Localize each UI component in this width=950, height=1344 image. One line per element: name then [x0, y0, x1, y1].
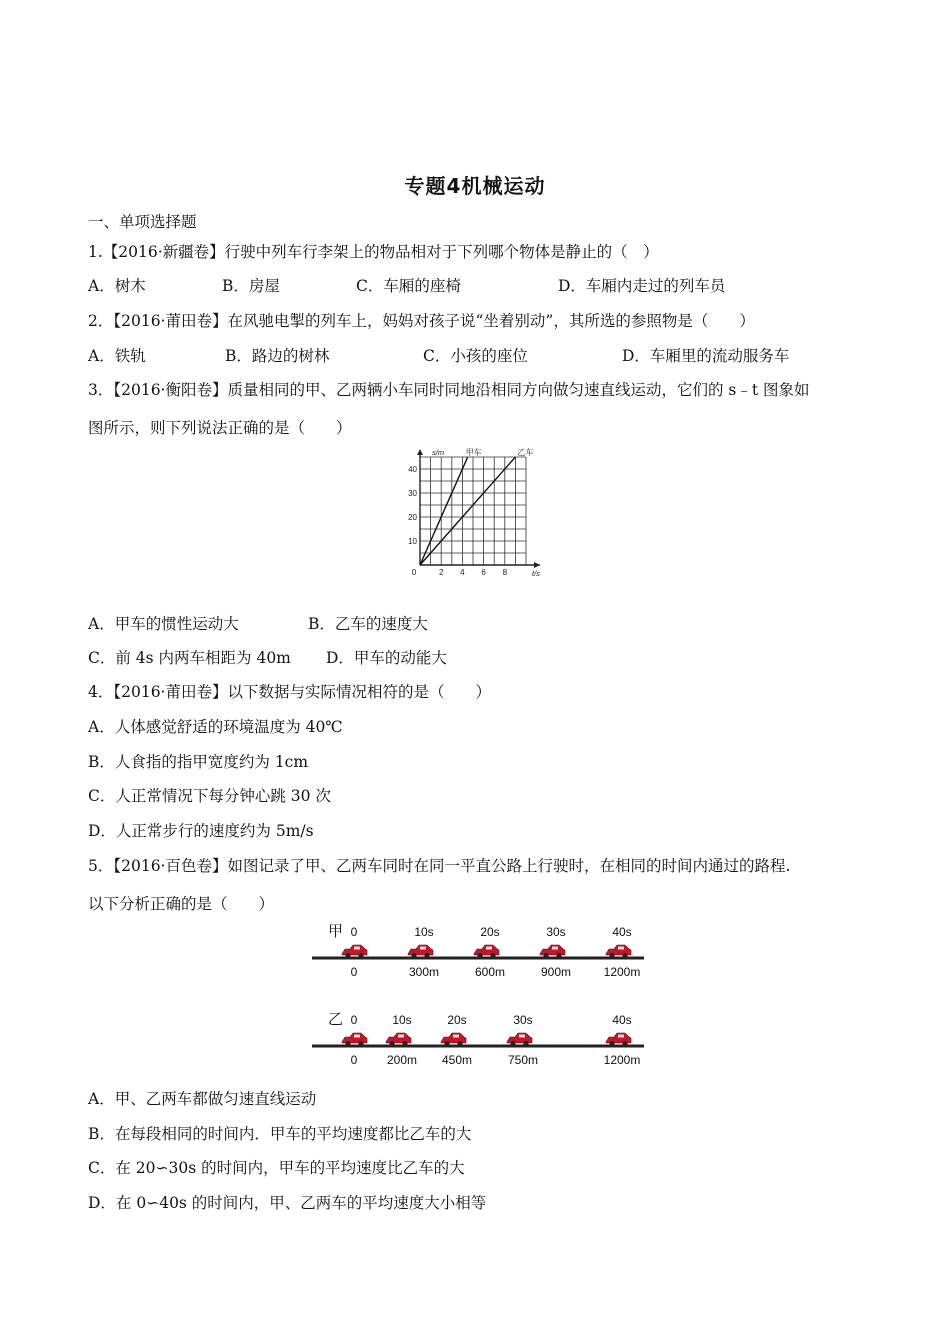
q1-option-c[interactable]: C．车厢的座椅 — [356, 277, 461, 295]
q1-option-a[interactable]: A．树木 — [88, 277, 146, 295]
yi-time-label: 10s — [392, 1013, 412, 1027]
x-tick-label: 4 — [460, 568, 465, 577]
car-window — [552, 947, 558, 950]
q3-option-c[interactable]: C．前 4s 内两车相距为 40m — [88, 649, 291, 667]
q2-option-c[interactable]: C．小孩的座位 — [423, 347, 528, 365]
yi-distance-label: 200m — [386, 1053, 418, 1067]
jia-distance-label: 600m — [474, 965, 506, 979]
x-tick-label: 0 — [411, 568, 417, 577]
car-wheel — [556, 953, 561, 958]
car-icon — [606, 945, 631, 958]
series-line-yi — [420, 457, 515, 565]
jia-distance-label: 0 — [350, 965, 358, 979]
q1-option-d[interactable]: D．车厢内走过的列车员 — [558, 277, 726, 295]
car-window — [398, 1035, 404, 1038]
x-axis-label: t/s — [532, 569, 540, 578]
car-icon — [474, 945, 499, 958]
x-axis-arrow — [534, 562, 540, 568]
y-axis-label: s/m — [432, 448, 445, 457]
legend-jia: 甲车 — [465, 448, 482, 457]
y-tick-label: 40 — [408, 465, 417, 474]
section-heading: 一、单项选择题 — [88, 213, 197, 231]
car-window — [618, 947, 624, 950]
yi-time-label: 40s — [612, 1013, 632, 1027]
q4-option-a[interactable]: A．人体感觉舒适的环境温度为 40℃ — [88, 718, 343, 736]
car-wheel — [622, 1041, 627, 1046]
q3-option-a[interactable]: A．甲车的惯性运动大 — [88, 615, 239, 633]
yi-time-label: 0 — [350, 1013, 358, 1027]
car-wheel — [609, 953, 614, 958]
car-wheel — [444, 1041, 449, 1046]
car-wheel — [345, 953, 350, 958]
car-window — [420, 947, 426, 950]
jia-distance-label: 300m — [408, 965, 440, 979]
car-wheel — [389, 1041, 394, 1046]
q4-option-c[interactable]: C．人正常情况下每分钟心跳 30 次 — [88, 787, 331, 805]
car-icon — [386, 1033, 411, 1046]
q5-option-d[interactable]: D．在 0∽40s 的时间内，甲、乙两车的平均速度大小相等 — [88, 1194, 487, 1212]
y-tick-label: 10 — [408, 537, 417, 546]
question-4-stem: 4．【2016·莆田卷】以下数据与实际情况相符的是（ ） — [88, 683, 491, 701]
q4-option-b[interactable]: B．人食指的指甲宽度约为 1cm — [88, 753, 309, 771]
car-icon — [342, 945, 367, 958]
q5-option-b[interactable]: B．在每段相同的时间内．甲车的平均速度都比乙车的大 — [88, 1125, 472, 1143]
jia-distance-label: 900m — [540, 965, 572, 979]
car-icon — [441, 1033, 466, 1046]
car-window — [354, 1035, 360, 1038]
yi-time-label: 20s — [447, 1013, 467, 1027]
car-wheel — [424, 953, 429, 958]
jia-time-label: 40s — [612, 925, 632, 939]
q3-option-b[interactable]: B．乙车的速度大 — [308, 615, 428, 633]
car-motion-figure — [310, 920, 650, 1076]
y-axis-arrow — [417, 449, 423, 455]
x-tick-label: 8 — [502, 568, 508, 577]
q3-option-d[interactable]: D．甲车的动能大 — [326, 649, 447, 667]
yi-row-label: 乙 — [328, 1011, 344, 1028]
question-5-stem-line1: 5．【2016·百色卷】如图记录了甲、乙两车同时在同一平直公路上行驶时，在相同的时间内通过的路程. — [88, 857, 791, 875]
yi-time-label: 30s — [513, 1013, 533, 1027]
car-icon — [342, 1033, 367, 1046]
car-window — [519, 1035, 525, 1038]
car-wheel — [358, 1041, 363, 1046]
series-line-jia — [420, 457, 468, 565]
q2-option-a[interactable]: A．铁轨 — [88, 347, 146, 365]
jia-row-label: 甲 — [328, 923, 344, 940]
car-wheel — [490, 953, 495, 958]
car-icon — [540, 945, 565, 958]
x-tick-label: 2 — [438, 568, 444, 577]
x-tick-label: 6 — [481, 568, 486, 577]
car-window — [486, 947, 492, 950]
question-3-stem-line2: 图所示，则下列说法正确的是（ ） — [88, 419, 352, 437]
car-window — [618, 1035, 624, 1038]
yi-distance-label: 750m — [507, 1053, 539, 1067]
page-title: 专题4机械运动 — [404, 174, 546, 198]
car-wheel — [457, 1041, 462, 1046]
st-graph — [400, 446, 550, 580]
q2-option-d[interactable]: D．车厢里的流动服务车 — [622, 347, 790, 365]
car-wheel — [477, 953, 482, 958]
car-icon — [408, 945, 433, 958]
q1-option-b[interactable]: B．房屋 — [222, 277, 280, 295]
y-tick-label: 20 — [408, 513, 417, 522]
q4-option-d[interactable]: D．人正常步行的速度约为 5m/s — [88, 822, 314, 840]
q5-option-a[interactable]: A．甲、乙两车都做匀速直线运动 — [88, 1090, 317, 1108]
jia-time-label: 0 — [350, 925, 358, 939]
car-window — [354, 947, 360, 950]
legend-yi: 乙车 — [517, 448, 534, 457]
yi-distance-label: 0 — [350, 1053, 358, 1067]
question-2-stem: 2．【2016·莆田卷】在风驰电掣的列车上，妈妈对孩子说“坐着别动”，其所选的参照物是（ ） — [88, 312, 755, 330]
car-wheel — [609, 1041, 614, 1046]
yi-distance-label: 1200m — [603, 1053, 641, 1067]
question-5-stem-line2: 以下分析正确的是（ ） — [88, 895, 275, 913]
jia-time-label: 30s — [546, 925, 566, 939]
car-window — [453, 1035, 459, 1038]
jia-time-label: 10s — [414, 925, 434, 939]
car-wheel — [523, 1041, 528, 1046]
q2-option-b[interactable]: B．路边的树林 — [225, 347, 330, 365]
yi-distance-label: 450m — [441, 1053, 473, 1067]
car-wheel — [622, 953, 627, 958]
car-wheel — [411, 953, 416, 958]
car-wheel — [510, 1041, 515, 1046]
question-1-stem: 1.【2016·新疆卷】行驶中列车行李架上的物品相对于下列哪个物体是静止的（ ） — [88, 243, 659, 261]
car-icon — [606, 1033, 631, 1046]
car-wheel — [402, 1041, 407, 1046]
car-wheel — [543, 953, 548, 958]
y-tick-label: 30 — [408, 489, 417, 498]
car-wheel — [345, 1041, 350, 1046]
car-icon — [507, 1033, 532, 1046]
car-wheel — [358, 953, 363, 958]
jia-time-label: 20s — [480, 925, 500, 939]
question-3-stem-line1: 3．【2016·衡阳卷】质量相同的甲、乙两辆小车同时同地沿相同方向做匀速直线运动，它们的 s﹣t 图象如 — [88, 381, 810, 399]
q5-option-c[interactable]: C．在 20∽30s 的时间内，甲车的平均速度比乙车的大 — [88, 1159, 465, 1177]
jia-distance-label: 1200m — [603, 965, 641, 979]
